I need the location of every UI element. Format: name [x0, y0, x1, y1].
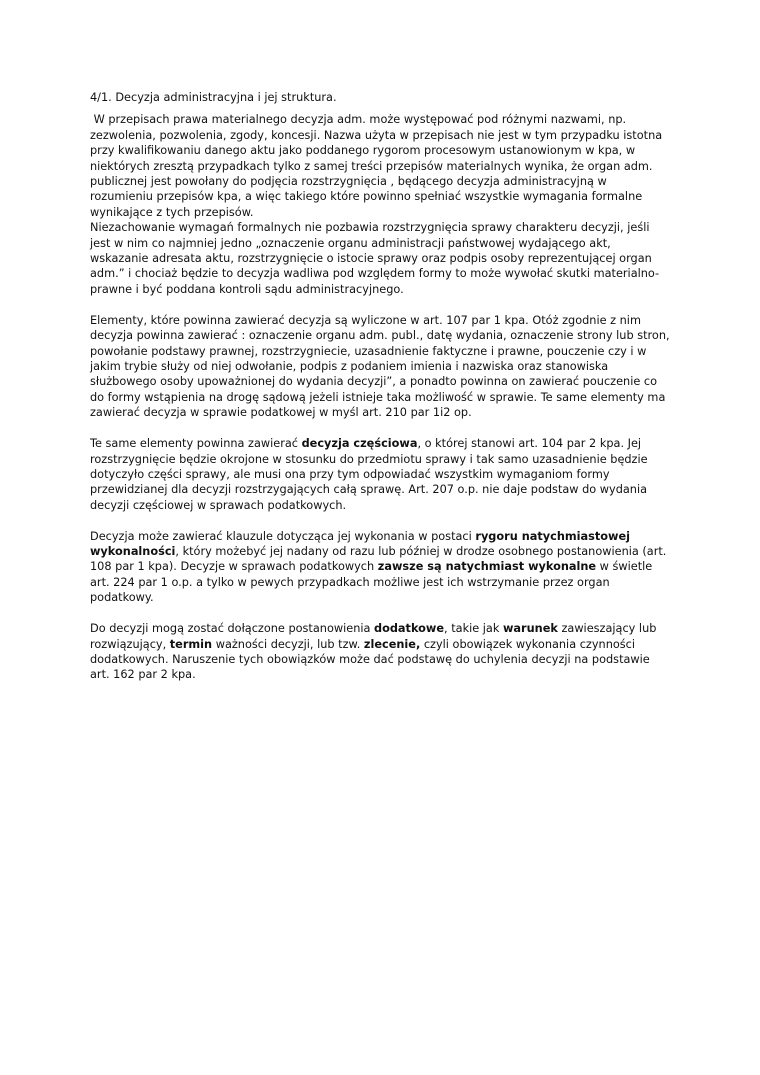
paragraph-spacer	[90, 606, 670, 622]
paragraph-4	[90, 436, 670, 513]
paragraph-4-text-2: , o której stanowi art. 104 par 2 kpa. Jej rozstrzygnięcie będzie okrojone w stosunku do przedmiotu sprawy i tak samo uzasadnienie będzie dotyczyło części sprawy, ale musi ona przy tym odpowiadać wszystkim wymaganiom formy przewidzianej dla decyzji rozstrzygających całą sprawę. Art. 207 o.p. nie daje podstaw do wydania decyzji częściowej w sprawach podatkowych.	[90, 437, 648, 512]
paragraph-6-text-4: ważności decyzji, lub tzw.	[212, 637, 364, 651]
paragraph-4-bold-1: decyzja częściowa	[301, 437, 418, 451]
paragraph-6-bold-4: zlecenie,	[363, 637, 421, 651]
document-title: 4/1. Decyzja administracyjna i jej struktura.	[90, 91, 337, 104]
paragraph-1: W przepisach prawa materialnego decyzja adm. może występować pod różnymi nazwami, np. zezwolenia, pozwolenia, zgody, koncesji. Nazwa użyta w przepisach nie jest w tym przypadku istotna przy kwalifikowaniu danego aktu jako poddanego rygorom procesowym ustanowionym w kpa, w niektórych zresztą przypadkach tylko z samej treści przepisów materialnych wynika, że organ adm. publicznej jest powołany do podjęcia rozstrzygnięcia , będącego decyzja administracyjną w rozumieniu przepisów kpa, a więc takiego które powinno spełniać wszystkie wymagania formalne wynikające z tych przepisów.	[90, 113, 666, 219]
paragraph-6	[90, 621, 670, 683]
paragraph-5-text-1: Decyzja może zawierać klauzule dotycząca jej wykonania w postaci	[90, 529, 476, 543]
paragraph-5	[90, 529, 670, 606]
paragraph-6-bold-1: dodatkowe	[374, 622, 445, 636]
paragraph-5-text-2: , który możebyć jej nadany od razu lub później w drodze osobnego postanowienia (art. 108 par 1 kpa). Decyzje w sprawach podatkowych	[90, 545, 667, 574]
paragraph-5-bold-2: zawsze są natychmiast wykonalne	[377, 560, 597, 574]
paragraph-6-text-5: czyli obowiązek wykonania czynności dodatkowych. Naruszenie tych obowiązków może dać podstawę do uchylenia decyzji na podstawie art. 162 par 2 kpa.	[90, 637, 650, 682]
paragraph-2: Niezachowanie wymagań formalnych nie pozbawia rozstrzygnięcia sprawy charakteru decyzji, jeśli jest w nim co najmniej jedno „oznaczenie organu administracji państwowej wydającego akt, wskazanie adresata aktu, rozstrzygnięcie o istocie sprawy oraz podpis osoby reprezentującej organ adm.” i chociaż będzie to decyzja wadliwa pod względem formy to może wywołać skutki materialno-prawne i być poddana kontroli sądu administracyjnego.	[90, 221, 660, 296]
paragraph-6-text-3: zawieszający lub rozwiązujący,	[90, 622, 657, 651]
paragraph-6-bold-2: warunek	[502, 622, 558, 636]
paragraph-spacer	[90, 513, 670, 529]
paragraph-5-bold-1: rygoru natychmiastowej wykonalności	[90, 529, 630, 559]
paragraph-4-text-1: Te same elementy powinna zawierać	[90, 437, 302, 451]
paragraph-6-text-2: , takie jak	[444, 622, 503, 636]
paragraph-spacer	[90, 297, 670, 313]
paragraph-5-text-3: w świetle art. 224 par 1 o.p. a tylko w pewych przypadkach możliwe jest ich wstrzymanie przez organ podatkowy.	[90, 560, 653, 605]
document-page	[90, 90, 670, 683]
paragraph-6-text-1: Do decyzji mogą zostać dołączone postanowienia	[90, 622, 374, 636]
paragraph-3: Elementy, które powinna zawierać decyzja są wyliczone w art. 107 par 1 kpa. Otóż zgodnie z nim decyzja powinna zawierać : oznaczenie organu adm. publ., datę wydania, oznaczenie strony lub stron, powołanie podstawy prawnej, rozstrzygniecie, uzasadnienie faktyczne i prawne, pouczenie czy i w jakim trybie służy od niej odwołanie, podpis z podaniem imienia i nazwiska oraz stanowiska służbowego osoby upoważnionej do wydania decyzji”, a ponadto powinna on zawierać pouczenie co do formy wstąpienia na drogę sądową jeżeli istnieje taka możliwość w sprawie. Te same elementy ma zawierać decyzja w sprawie podatkowej w myśl art. 210 par 1i2 op.	[90, 313, 670, 420]
paragraph-spacer	[90, 421, 670, 437]
paragraph-6-bold-3: termin	[169, 637, 213, 651]
